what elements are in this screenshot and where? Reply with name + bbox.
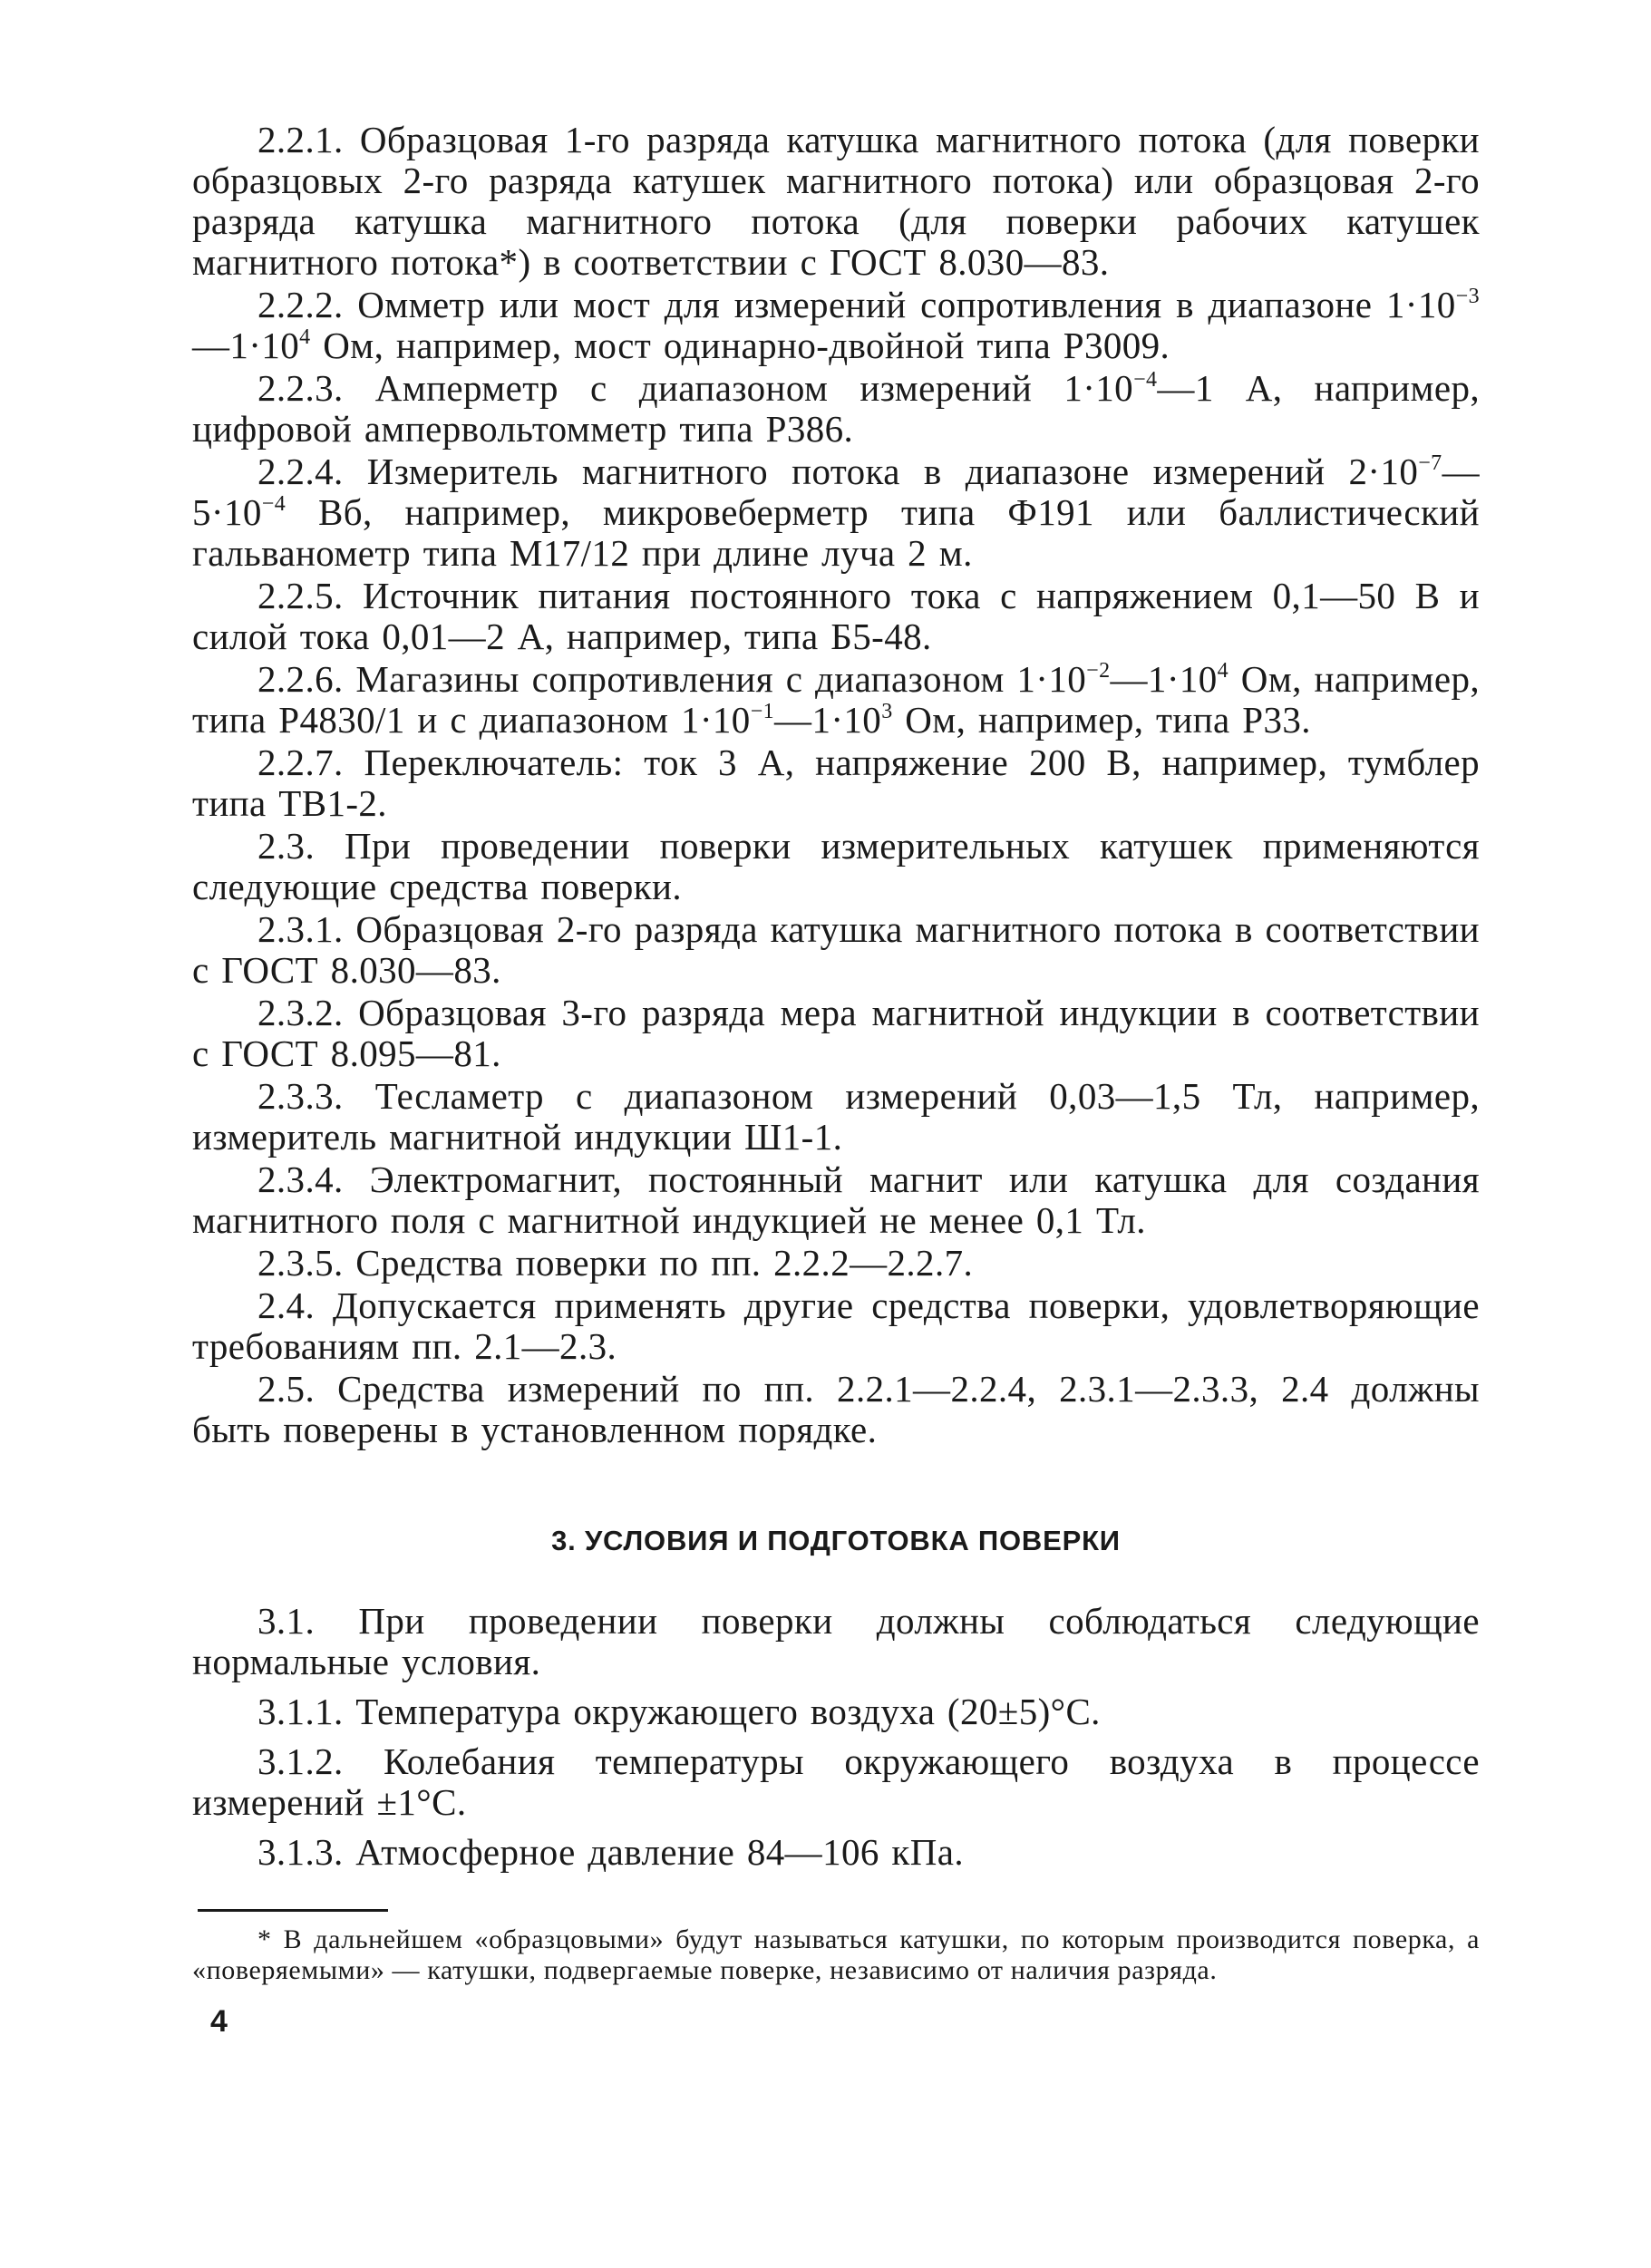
paragraph-3-1-2: 3.1.2. Колебания температуры окружающего воздуха в процессе измерений ±1°С. <box>192 1740 1480 1823</box>
paragraph-2-2-4: 2.2.4. Измеритель магнитного потока в диапазоне измерений $2\cdot 10^{-7}—5\cdot 10^{-4}$ Вб, например, микровеберметр типа Ф191 или баллистический гальванометр типа М17/12 при длине луча 2 м. <box>192 451 1480 574</box>
paragraph-2-2-5: 2.2.5. Источник питания постоянного тока с напряжением 0,1—50 В и силой тока 0,01—2 А, например, типа Б5-48. <box>192 575 1480 657</box>
paragraph-2-2-1: 2.2.1. Образцовая 1-го разряда катушка магнитного потока (для поверки образцовых 2-го разряда катушек магнитного потока) или образцовая 2-го разряда катушка магнитного потока (для поверки рабочих катушек магнитного потока*) в соответствии с ГОСТ 8.030—83. <box>192 119 1480 283</box>
paragraph-2-3: 2.3. При проведении поверки измерительных катушек применяются следующие средства поверки. <box>192 825 1480 907</box>
paragraph-2-2-7: 2.2.7. Переключатель: ток 3 А, напряжение 200 В, например, тумблер типа ТВ1-2. <box>192 741 1480 824</box>
section-3-body <box>192 1601 1480 1873</box>
paragraph-2-3-2: 2.3.2. Образцовая 3-го разряда мера магнитной индукции в соответствии с ГОСТ 8.095—81. <box>192 992 1480 1074</box>
paragraph-2-5: 2.5. Средства измерений по пп. 2.2.1—2.2.4, 2.3.1—2.3.3, 2.4 должны быть поверены в установленном порядке. <box>192 1368 1480 1450</box>
paragraph-2-2-2: 2.2.2. Омметр или мост для измерений сопротивления в диапазоне $1\cdot 10^{-3}—1\cdot 10^4$ Ом, например, мост одинарно-двойной типа Р3009. <box>192 284 1480 366</box>
paragraph-2-3-5: 2.3.5. Средства поверки по пп. 2.2.2—2.2.7. <box>257 1242 974 1284</box>
paragraph-2-3-3: 2.3.3. Тесламетр с диапазоном измерений 0,03—1,5 Тл, например, измеритель магнитной индукции Ш1-1. <box>192 1075 1480 1158</box>
document-page <box>192 120 1480 2040</box>
paragraph-3-1-1: 3.1.1. Температура окружающего воздуха (20±5)°С. <box>257 1691 1101 1732</box>
paragraph-2-4: 2.4. Допускается применять другие средства поверки, удовлетворяющие требованиям пп. 2.1—2.3. <box>192 1284 1480 1367</box>
paragraph-2-3-4: 2.3.4. Электромагнит, постоянный магнит или катушка для создания магнитного поля с магнитной индукцией не менее 0,1 Тл. <box>192 1158 1480 1241</box>
paragraph-2-3-1: 2.3.1. Образцовая 2-го разряда катушка магнитного потока в соответствии с ГОСТ 8.030—83. <box>192 908 1480 991</box>
section-2-body <box>192 120 1480 1450</box>
page-number: 4 <box>210 2004 228 2039</box>
section-3-heading: 3. УСЛОВИЯ И ПОДГОТОВКА ПОВЕРКИ <box>551 1525 1121 1556</box>
footnote: * В дальнейшем «образцовыми» будут называться катушки, по которым производится поверка, а «поверяемыми» — катушки, подвергаемые поверке, независимо от наличия разряда. <box>192 1924 1480 1985</box>
paragraph-2-2-3: 2.2.3. Амперметр с диапазоном измерений $1\cdot 10^{-4}—1$ А, например, цифровой ампервольтомметр типа Р386. <box>192 367 1480 450</box>
paragraph-3-1: 3.1. При проведении поверки должны соблюдаться следующие нормальные условия. <box>192 1600 1480 1682</box>
paragraph-2-2-6: 2.2.6. Магазины сопротивления с диапазоном $1\cdot 10^{-2}—1\cdot 10^4$ Ом, например, типа Р4830/1 и с диапазоном $1\cdot 10^{-1}—1\cdot 10^3$ Ом, например, типа Р33. <box>192 658 1481 741</box>
footnote-divider <box>198 1909 388 1912</box>
paragraph-3-1-3: 3.1.3. Атмосферное давление 84—106 кПа. <box>257 1831 964 1873</box>
